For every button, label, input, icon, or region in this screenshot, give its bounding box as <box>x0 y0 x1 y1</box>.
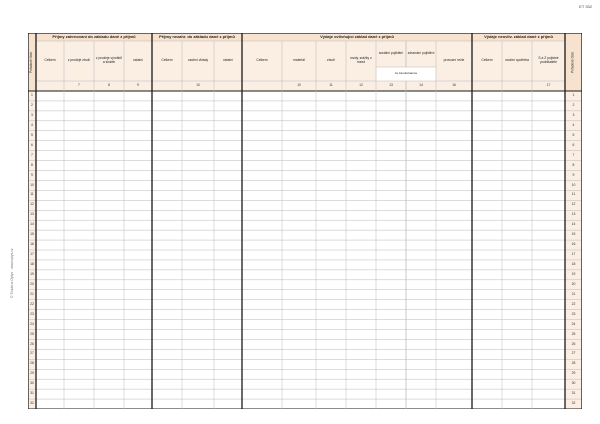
row-number-right: 21 <box>571 291 576 296</box>
subheader-label: za zaměstnance <box>394 71 418 76</box>
side-label-right: Pořadové číslo <box>570 51 575 73</box>
column-header: osobní vklady <box>187 58 209 63</box>
column-header: ostatní <box>223 58 233 63</box>
row-number-left: 20 <box>30 281 34 286</box>
row-number-right: 5 <box>572 132 575 137</box>
row-number-right: 27 <box>571 351 576 356</box>
column-number: 7 <box>78 83 80 88</box>
row-number-right: 28 <box>571 361 576 366</box>
row-number-left: 11 <box>30 192 34 197</box>
column-number: 13 <box>389 83 393 88</box>
row-number-left: 13 <box>30 212 34 217</box>
row-number-left: 31 <box>30 391 34 396</box>
row-number-right: 15 <box>571 232 576 237</box>
column-header: materiál <box>293 58 305 63</box>
column-header: Celkem <box>481 58 493 63</box>
column-header: ostatní <box>133 58 143 63</box>
row-number-left: 32 <box>30 401 34 406</box>
row-number-left: 19 <box>30 271 34 276</box>
row-number-right: 29 <box>571 371 576 376</box>
row-number-right: 13 <box>571 212 576 217</box>
column-header: provozní režie <box>443 58 465 63</box>
row-number-right: 11 <box>571 192 576 197</box>
row-number-left: 6 <box>31 142 33 147</box>
row-number-left: 16 <box>30 242 34 247</box>
row-number-left: 28 <box>30 361 34 366</box>
column-number: 11 <box>329 83 333 88</box>
column-header: z prodeje zboží <box>67 58 91 63</box>
row-number-left: 26 <box>30 341 34 346</box>
column-number <box>242 81 282 91</box>
row-number-right: 18 <box>571 262 576 267</box>
column-number <box>214 81 242 91</box>
ledger-form <box>28 33 582 409</box>
column-number <box>152 81 182 91</box>
column-header: Celkem <box>44 58 56 63</box>
row-number-right: 7 <box>572 152 575 157</box>
column-header: zboží <box>327 58 335 63</box>
row-number-left: 3 <box>31 112 33 117</box>
row-number-left: 27 <box>30 351 34 356</box>
column-header: Celkem <box>161 58 173 63</box>
row-number-left: 2 <box>31 103 33 108</box>
row-number-right: 12 <box>571 202 576 207</box>
row-number-left: 14 <box>30 222 34 227</box>
row-number-left: 24 <box>30 321 34 326</box>
column-number <box>472 81 502 91</box>
row-number-left: 30 <box>30 381 34 386</box>
column-number: 10 <box>196 83 200 88</box>
row-number-left: 8 <box>31 162 33 167</box>
column-number: 10 <box>297 83 301 88</box>
row-number-right: 23 <box>571 311 576 316</box>
row-number-left: 25 <box>30 331 34 336</box>
row-number-left: 21 <box>30 291 34 296</box>
row-number-left: 9 <box>31 172 33 177</box>
row-number-right: 8 <box>572 162 575 167</box>
row-number-right: 4 <box>572 122 575 127</box>
group-header: Příjmy nezahr. do základu daně z příjmů <box>159 33 235 39</box>
footer-note: © Tiskárna Optys · www.optys.cz <box>10 248 14 298</box>
column-header: osobní spotřeba <box>505 58 529 63</box>
column-number: 9 <box>137 83 139 88</box>
row-number-left: 10 <box>30 182 34 187</box>
column-number: 14 <box>419 83 423 88</box>
form-code: ET 332 <box>579 4 592 9</box>
row-number-left: 5 <box>31 132 33 137</box>
column-number <box>502 81 532 91</box>
row-number-right: 3 <box>572 112 575 117</box>
column-header: S a Z pojistné podnikatele <box>538 56 559 64</box>
row-number-left: 29 <box>30 371 34 376</box>
column-number: 12 <box>359 83 363 88</box>
column-header: zdravotní pojištění <box>407 51 435 56</box>
row-number-right: 31 <box>571 391 576 396</box>
row-number-right: 32 <box>571 401 576 406</box>
row-number-right: 2 <box>572 103 575 108</box>
row-number-right: 17 <box>571 252 576 257</box>
side-label-left: Pořadové číslo <box>29 51 34 73</box>
row-number-right: 30 <box>571 381 576 386</box>
row-number-right: 25 <box>571 331 576 336</box>
row-number-left: 17 <box>30 252 34 257</box>
column-header: sociální pojištění <box>378 51 404 56</box>
column-number: 16 <box>452 83 456 88</box>
row-number-left: 12 <box>30 202 34 207</box>
row-number-right: 1 <box>572 93 575 98</box>
column-number: 17 <box>546 83 551 88</box>
row-number-right: 26 <box>571 341 576 346</box>
group-header: Příjmy zahrnovaní do základu daně z příjmů <box>52 33 136 39</box>
row-number-right: 16 <box>571 242 576 247</box>
row-number-right: 24 <box>571 321 576 326</box>
row-number-left: 18 <box>30 262 34 267</box>
row-number-left: 23 <box>30 311 34 316</box>
group-header: Výdaje ovlivňující základ daně z příjmů <box>320 33 394 39</box>
row-number-left: 4 <box>31 122 33 127</box>
column-header: mzdy, srážky z mezd <box>350 56 372 64</box>
row-number-left: 7 <box>31 152 33 157</box>
row-number-right: 20 <box>571 281 576 286</box>
row-number-right: 9 <box>572 172 575 177</box>
row-number-left: 22 <box>30 301 34 306</box>
column-number: 8 <box>108 83 110 88</box>
column-number <box>36 81 64 91</box>
row-number-right: 10 <box>571 182 576 187</box>
row-number-right: 19 <box>571 271 576 276</box>
row-number-left: 1 <box>31 93 33 98</box>
row-number-right: 14 <box>571 222 576 227</box>
row-number-right: 6 <box>572 142 575 147</box>
group-header: Výdaje neovliv. základ daně z příjmů <box>484 33 553 39</box>
row-number-left: 15 <box>30 232 34 237</box>
column-header: Celkem <box>256 58 268 63</box>
column-header: z prodeje výrobků a služeb <box>95 56 123 64</box>
row-number-right: 22 <box>571 301 576 306</box>
